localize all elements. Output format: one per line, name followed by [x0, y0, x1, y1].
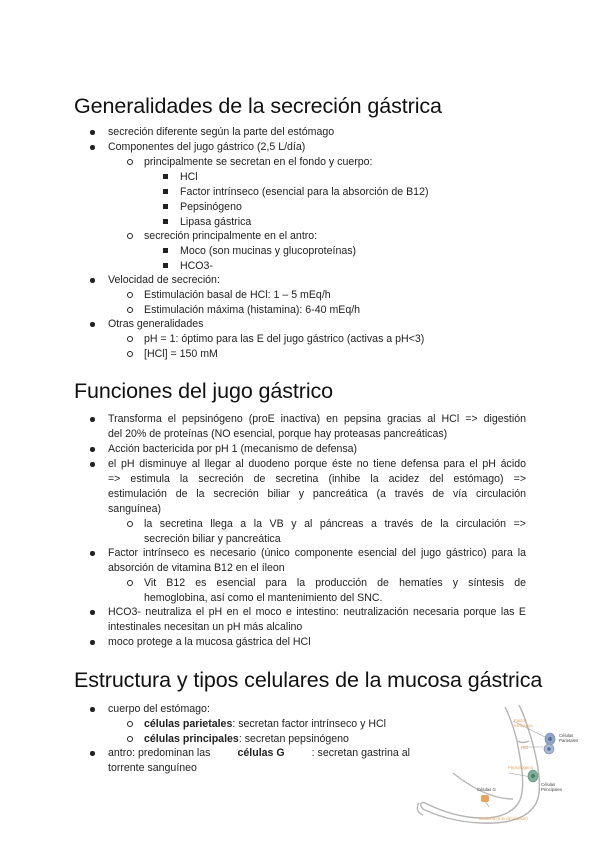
bullet [90, 707, 95, 712]
label-gastrina: Gastrina (a la circulación) [479, 816, 528, 821]
stomach-figure [413, 703, 593, 825]
bullet [90, 610, 95, 615]
bullet [127, 580, 133, 586]
text-line: moco protege a la mucosa gástrica del HCl [108, 636, 311, 648]
cell-nucleus [531, 774, 535, 778]
bullet [90, 278, 95, 283]
text-line: HCO3- neutraliza el pH en el moco e intestino: neutralización necesaria porque las E [108, 606, 526, 618]
text-span: : secretan factor intrínseco y HCl [232, 718, 387, 730]
text-line: Estimulación basal de HCl: 1 – 5 mEq/h [144, 289, 331, 301]
bullet [127, 521, 133, 527]
label-leader [509, 773, 531, 777]
text-line: absorción de vitamina B12 en el íleon [108, 562, 285, 574]
text-line: intestinales necesitan un pH más alcalino [108, 621, 303, 633]
bullet [163, 204, 168, 209]
text-line: hemoglobina, así como el mantenimiento del SNC. [144, 592, 383, 604]
bullet [90, 145, 95, 150]
bullet [90, 551, 95, 556]
text-line: HCl [180, 171, 198, 183]
text-line: Componentes del jugo gástrico (2,5 L/día) [108, 141, 306, 153]
heading-generalidades: Generalidades de la secreción gástrica [74, 94, 442, 118]
text-line: Moco (son mucinas y glucoproteínas) [180, 245, 357, 257]
heading-estructura: Estructura y tipos celulares de la mucosa gástrica [74, 668, 543, 692]
cell-nucleus [548, 737, 552, 741]
bullet [127, 292, 133, 298]
text-line: pH = 1: óptimo para las E del jugo gástrico (activas a pH<3) [144, 333, 425, 345]
text-span: : secretan pepsinógeno [238, 733, 349, 745]
bullet [90, 751, 95, 756]
text-span: antro: predominan las [108, 747, 211, 759]
label-intrinseco: intrínseco [514, 723, 533, 728]
g-cell [481, 795, 489, 802]
text-line: cuerpo del estómago: [108, 703, 210, 715]
text-line: secreción principalmente en el antro: [144, 230, 318, 242]
text-line: Otras generalidades [108, 318, 204, 330]
bullet [127, 307, 133, 313]
bullet [163, 174, 168, 179]
text-line: Lipasa gástrica [180, 216, 252, 228]
text-line: sanguínea) [108, 503, 162, 515]
text-line: HCO3- [180, 260, 213, 272]
text-line [144, 717, 386, 731]
bullet [127, 159, 133, 165]
text-line [108, 746, 410, 760]
label-celulas-parietales: Células [559, 733, 574, 738]
label-pepsinogeno: Pepsinógeno [508, 765, 534, 770]
bullet [163, 248, 168, 253]
bullet [127, 233, 133, 239]
text-line: la secretina llega a la VB y al páncreas a través de la circulación => [144, 518, 526, 530]
bullet [90, 447, 95, 452]
bullet [127, 351, 133, 357]
term-celulas-g: células G [237, 747, 285, 759]
bullet [127, 721, 133, 727]
bullet [90, 322, 95, 327]
text-line: Pepsinógeno [180, 201, 242, 213]
text-line: Transforma el pepsinógeno (proE inactiva) en pepsina gracias al HCl => digestión [108, 413, 526, 425]
bullet [163, 189, 168, 194]
text-line: => estimula la secreción de secretina (inhibe la acidez del estómago) => [108, 473, 526, 485]
cell-nucleus [547, 747, 551, 751]
text-line: Vit B12 es esencial para la producción de hematíes y síntesis de [144, 577, 526, 589]
bullet [163, 263, 168, 268]
text-line: Factor intrínseco (esencial para la absorción de B12) [180, 186, 429, 198]
label-celulas-parietales-2: Parietales [559, 738, 579, 743]
text-line [144, 732, 349, 746]
text-line: estimulación de la secreción biliar y pancreática (a través de vía circulación [108, 488, 526, 500]
text-line: Acción bactericida por pH 1 (mecanismo de defensa) [108, 443, 358, 455]
text-line: el pH disminuye al llegar al duodeno porque éste no tiene defensa para el pH ácido [108, 458, 526, 470]
text-line: Velocidad de secreción: [108, 274, 220, 286]
text-line: Estimulación máxima (histamina): 6-40 mEq/h [144, 304, 361, 316]
text-line: secreción diferente según la parte del estómago [108, 126, 335, 138]
bullet [90, 640, 95, 645]
bullet [90, 462, 95, 467]
bullet [90, 130, 95, 135]
bullet [163, 219, 168, 224]
text-line: torrente sanguíneo [108, 762, 197, 774]
text-line: del 20% de proteínas (NO esencial, porque hay proteasas pancreáticas) [108, 428, 448, 440]
text-line: secreción biliar y pancreática [144, 533, 281, 545]
label-factor: Factor [514, 718, 527, 723]
text-span: : secretan gastrina al [311, 747, 410, 759]
label-celulas-principales-2: Principales [541, 787, 563, 792]
text-line: [HCl] = 150 mM [144, 348, 218, 360]
heading-funciones: Funciones del jugo gástrico [74, 379, 334, 403]
label-celulas-g: Células G [477, 787, 496, 792]
text-line: Factor intrínseco es necesario (único componente esencial del jugo gástrico) para la [108, 547, 526, 559]
term-celulas-parietales: células parietales [144, 718, 233, 730]
label-hcl: HCl [521, 745, 529, 750]
label-celulas-principales: Células [541, 782, 556, 787]
text-line: principalmente se secretan en el fondo y cuerpo: [144, 156, 373, 168]
bullet [90, 417, 95, 422]
bullet [127, 336, 133, 342]
bullet [127, 736, 133, 742]
term-celulas-principales: células principales [144, 733, 239, 745]
